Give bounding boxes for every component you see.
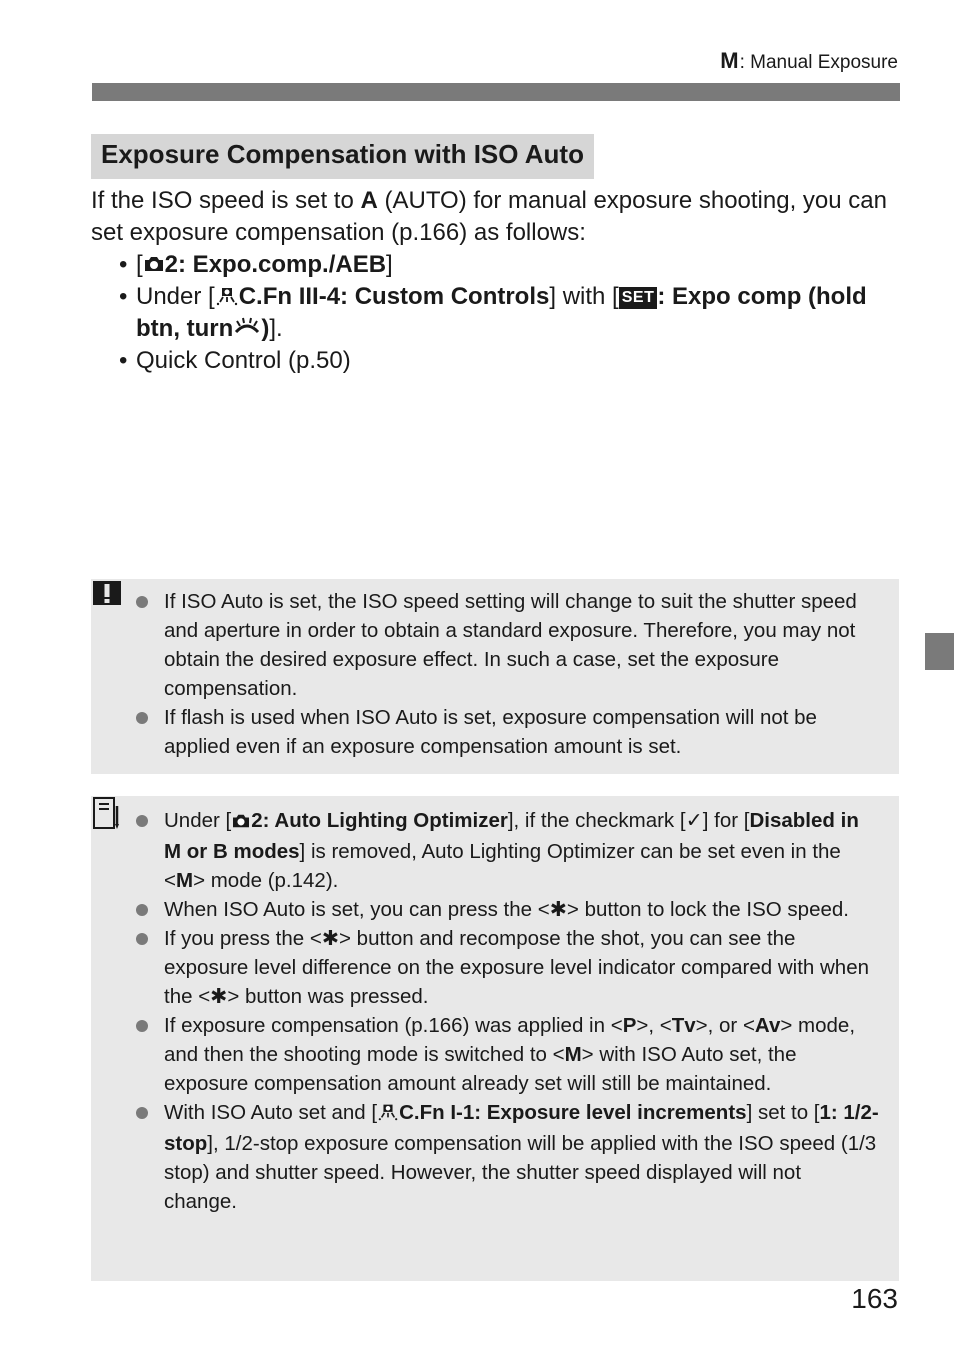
list-item: • Under [ C.Fn III-4: Custom Controls] with [ SET : Expo comp (hold btn, turn )]. xyxy=(119,283,867,342)
caution-icon xyxy=(91,579,123,617)
memo-box xyxy=(91,796,899,1281)
manual-mode-glyph: M xyxy=(720,48,740,73)
custom-function-icon xyxy=(377,1100,399,1129)
set-icon: SET xyxy=(619,287,658,309)
list-item: • [ 2: Expo.comp./AEB] xyxy=(119,251,393,278)
header-title: : Manual Exposure xyxy=(739,52,898,73)
list-item: • Quick Control (p.50) xyxy=(119,347,351,374)
header-rule xyxy=(92,83,900,101)
ae-lock-icon: ✱ xyxy=(210,985,228,1008)
chapter-tab xyxy=(925,633,954,670)
main-dial-icon xyxy=(233,315,261,337)
caution-list xyxy=(164,587,879,761)
manual-mode-glyph: M xyxy=(564,1043,582,1066)
list-item: If you press the <✱> button and recompose the shot, you can see the exposure level difference on the exposure level indicator compared with when the <✱> button was pressed. xyxy=(164,924,879,1011)
running-header xyxy=(720,48,898,74)
custom-function-icon xyxy=(215,283,239,305)
camera-icon xyxy=(231,808,251,837)
list-item: With ISO Auto set and [ C.Fn I-1: Exposure level increments] set to [1: 1/2-stop], 1/2-stop exposure compensation will be applied with the ISO speed (1/3 stop) and shutter speed. However, the shutter speed displayed will not change. xyxy=(164,1098,879,1216)
method-list xyxy=(91,249,901,377)
manual-mode-glyph: M xyxy=(175,869,194,892)
av-mode-glyph: Av xyxy=(754,1014,781,1037)
memo-list xyxy=(164,806,879,1216)
ae-lock-icon: ✱ xyxy=(549,898,567,921)
camera-icon xyxy=(143,250,165,268)
list-item: If exposure compensation (p.166) was applied in <P>, <Tv>, or <Av> mode, and then the shooting mode is switched to <M> with ISO Auto set, the exposure compensation amount already set will still be maintained. xyxy=(164,1011,879,1098)
caution-box xyxy=(91,579,899,774)
page-number: 163 xyxy=(851,1283,898,1314)
intro-text xyxy=(91,185,901,377)
list-item: When ISO Auto is set, you can press the <✱> button to lock the ISO speed. xyxy=(164,895,879,924)
section-title: Exposure Compensation with ISO Auto xyxy=(91,134,594,179)
list-item: If flash is used when ISO Auto is set, exposure compensation will not be applied even if an exposure compensation amount is set. xyxy=(164,703,879,761)
list-item: Under [ 2: Auto Lighting Optimizer], if the checkmark [✓] for [Disabled in M or B modes] is removed, Auto Lighting Optimizer can be set even in the <M> mode (p.142). xyxy=(164,806,879,895)
list-item: If ISO Auto is set, the ISO speed setting will change to suit the shutter speed and aperture in order to obtain a standard exposure. Therefore, you may not obtain the desired exposure effect. In such a case, set the exposure compensation. xyxy=(164,587,879,703)
tv-mode-glyph: Tv xyxy=(671,1014,696,1037)
ae-lock-icon: ✱ xyxy=(321,927,340,950)
program-mode-glyph: P xyxy=(622,1014,637,1037)
memo-icon xyxy=(91,796,123,840)
intro-paragraph: If the ISO speed is set to A (AUTO) for manual exposure shooting, you can set exposure compensation (p.166) as follows: xyxy=(91,187,887,246)
checkmark-icon: ✓ xyxy=(685,809,703,832)
